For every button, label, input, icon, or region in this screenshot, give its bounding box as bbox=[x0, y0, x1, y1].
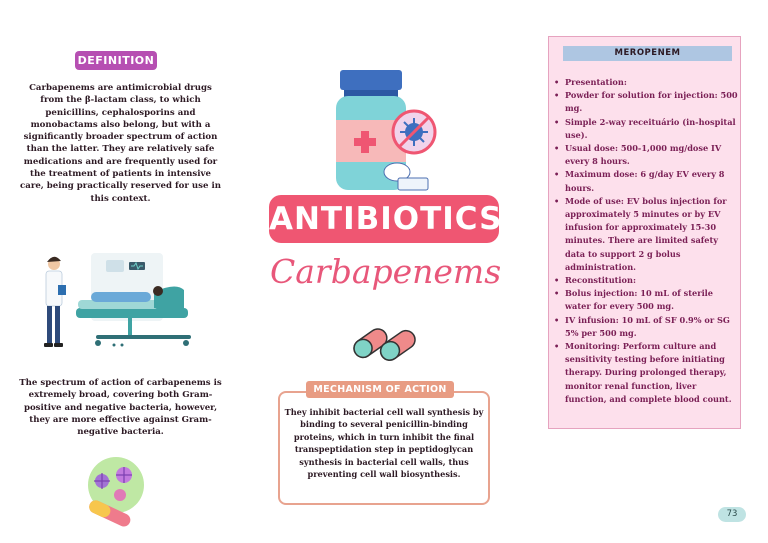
definition-text: Carbapenems are antimicrobial drugs from the β-lactam class, to which penicillins, cephalosporins and monobactams also belong, but with a significantly broader spectrum of action than the latter. They are relatively safe medications and are frequently used for the treatment of patients in intensive care, being practically reserved for use in this context. bbox=[20, 83, 221, 204]
medicine-bottle-icon bbox=[334, 68, 444, 194]
bacteria-pill-icon bbox=[80, 455, 150, 527]
capsule-icon bbox=[351, 318, 419, 366]
page-number: 73 bbox=[718, 507, 746, 522]
list-item: • Reconstitution: bbox=[552, 274, 738, 287]
list-item: • Mode of use: EV bolus injection for approximately 5 minutes or by EV infusion for approximately 15-30 minutes. There are limited safety data to support 2 g bolus administration. bbox=[552, 195, 738, 274]
list-item: • Powder for solution for injection: 500 mg. bbox=[552, 89, 738, 115]
page-subtitle: Carbapenems bbox=[270, 252, 502, 291]
meropenem-badge: MEROPENEM bbox=[563, 46, 732, 61]
list-item: • IV infusion: 10 mL of SF 0.9% or SG 5% per 500 mg. bbox=[552, 314, 738, 340]
page-title: ANTIBIOTICS bbox=[269, 195, 499, 243]
list-item: • Usual dose: 500-1,000 mg/dose IV every 8 hours. bbox=[552, 142, 738, 168]
meropenem-list bbox=[552, 76, 738, 406]
mechanism-text: They inhibit bacterial cell wall synthesis by binding to several penicillin-binding proteins, which in turn inhibit the final transpeptidation step in peptidoglycan synthesis in bacterial cell walls, thus preventing cell wall biosynthesis. bbox=[284, 407, 484, 480]
patient-bed-illustration bbox=[36, 250, 196, 355]
list-item: • Simple 2-way receituário (in-hospital use). bbox=[552, 116, 738, 142]
list-item: • Maximum dose: 6 g/day EV every 8 hours. bbox=[552, 168, 738, 194]
spectrum-text: The spectrum of action of carbapenems is extremely broad, covering both Gram-positive and negative bacteria, however, they are more effective against Gram-negative bacteria. bbox=[19, 378, 222, 438]
list-item: • Bolus injection: 10 mL of sterile water for every 500 mg. bbox=[552, 287, 738, 313]
mechanism-badge: MECHANISM OF ACTION bbox=[306, 381, 454, 398]
list-item: • Presentation: bbox=[552, 76, 738, 89]
list-item: • Monitoring: Perform culture and sensitivity testing before initiating therapy. During prolonged therapy, monitor renal function, liver function, and complete blood count. bbox=[552, 340, 738, 406]
definition-badge: DEFINITION bbox=[75, 51, 157, 70]
